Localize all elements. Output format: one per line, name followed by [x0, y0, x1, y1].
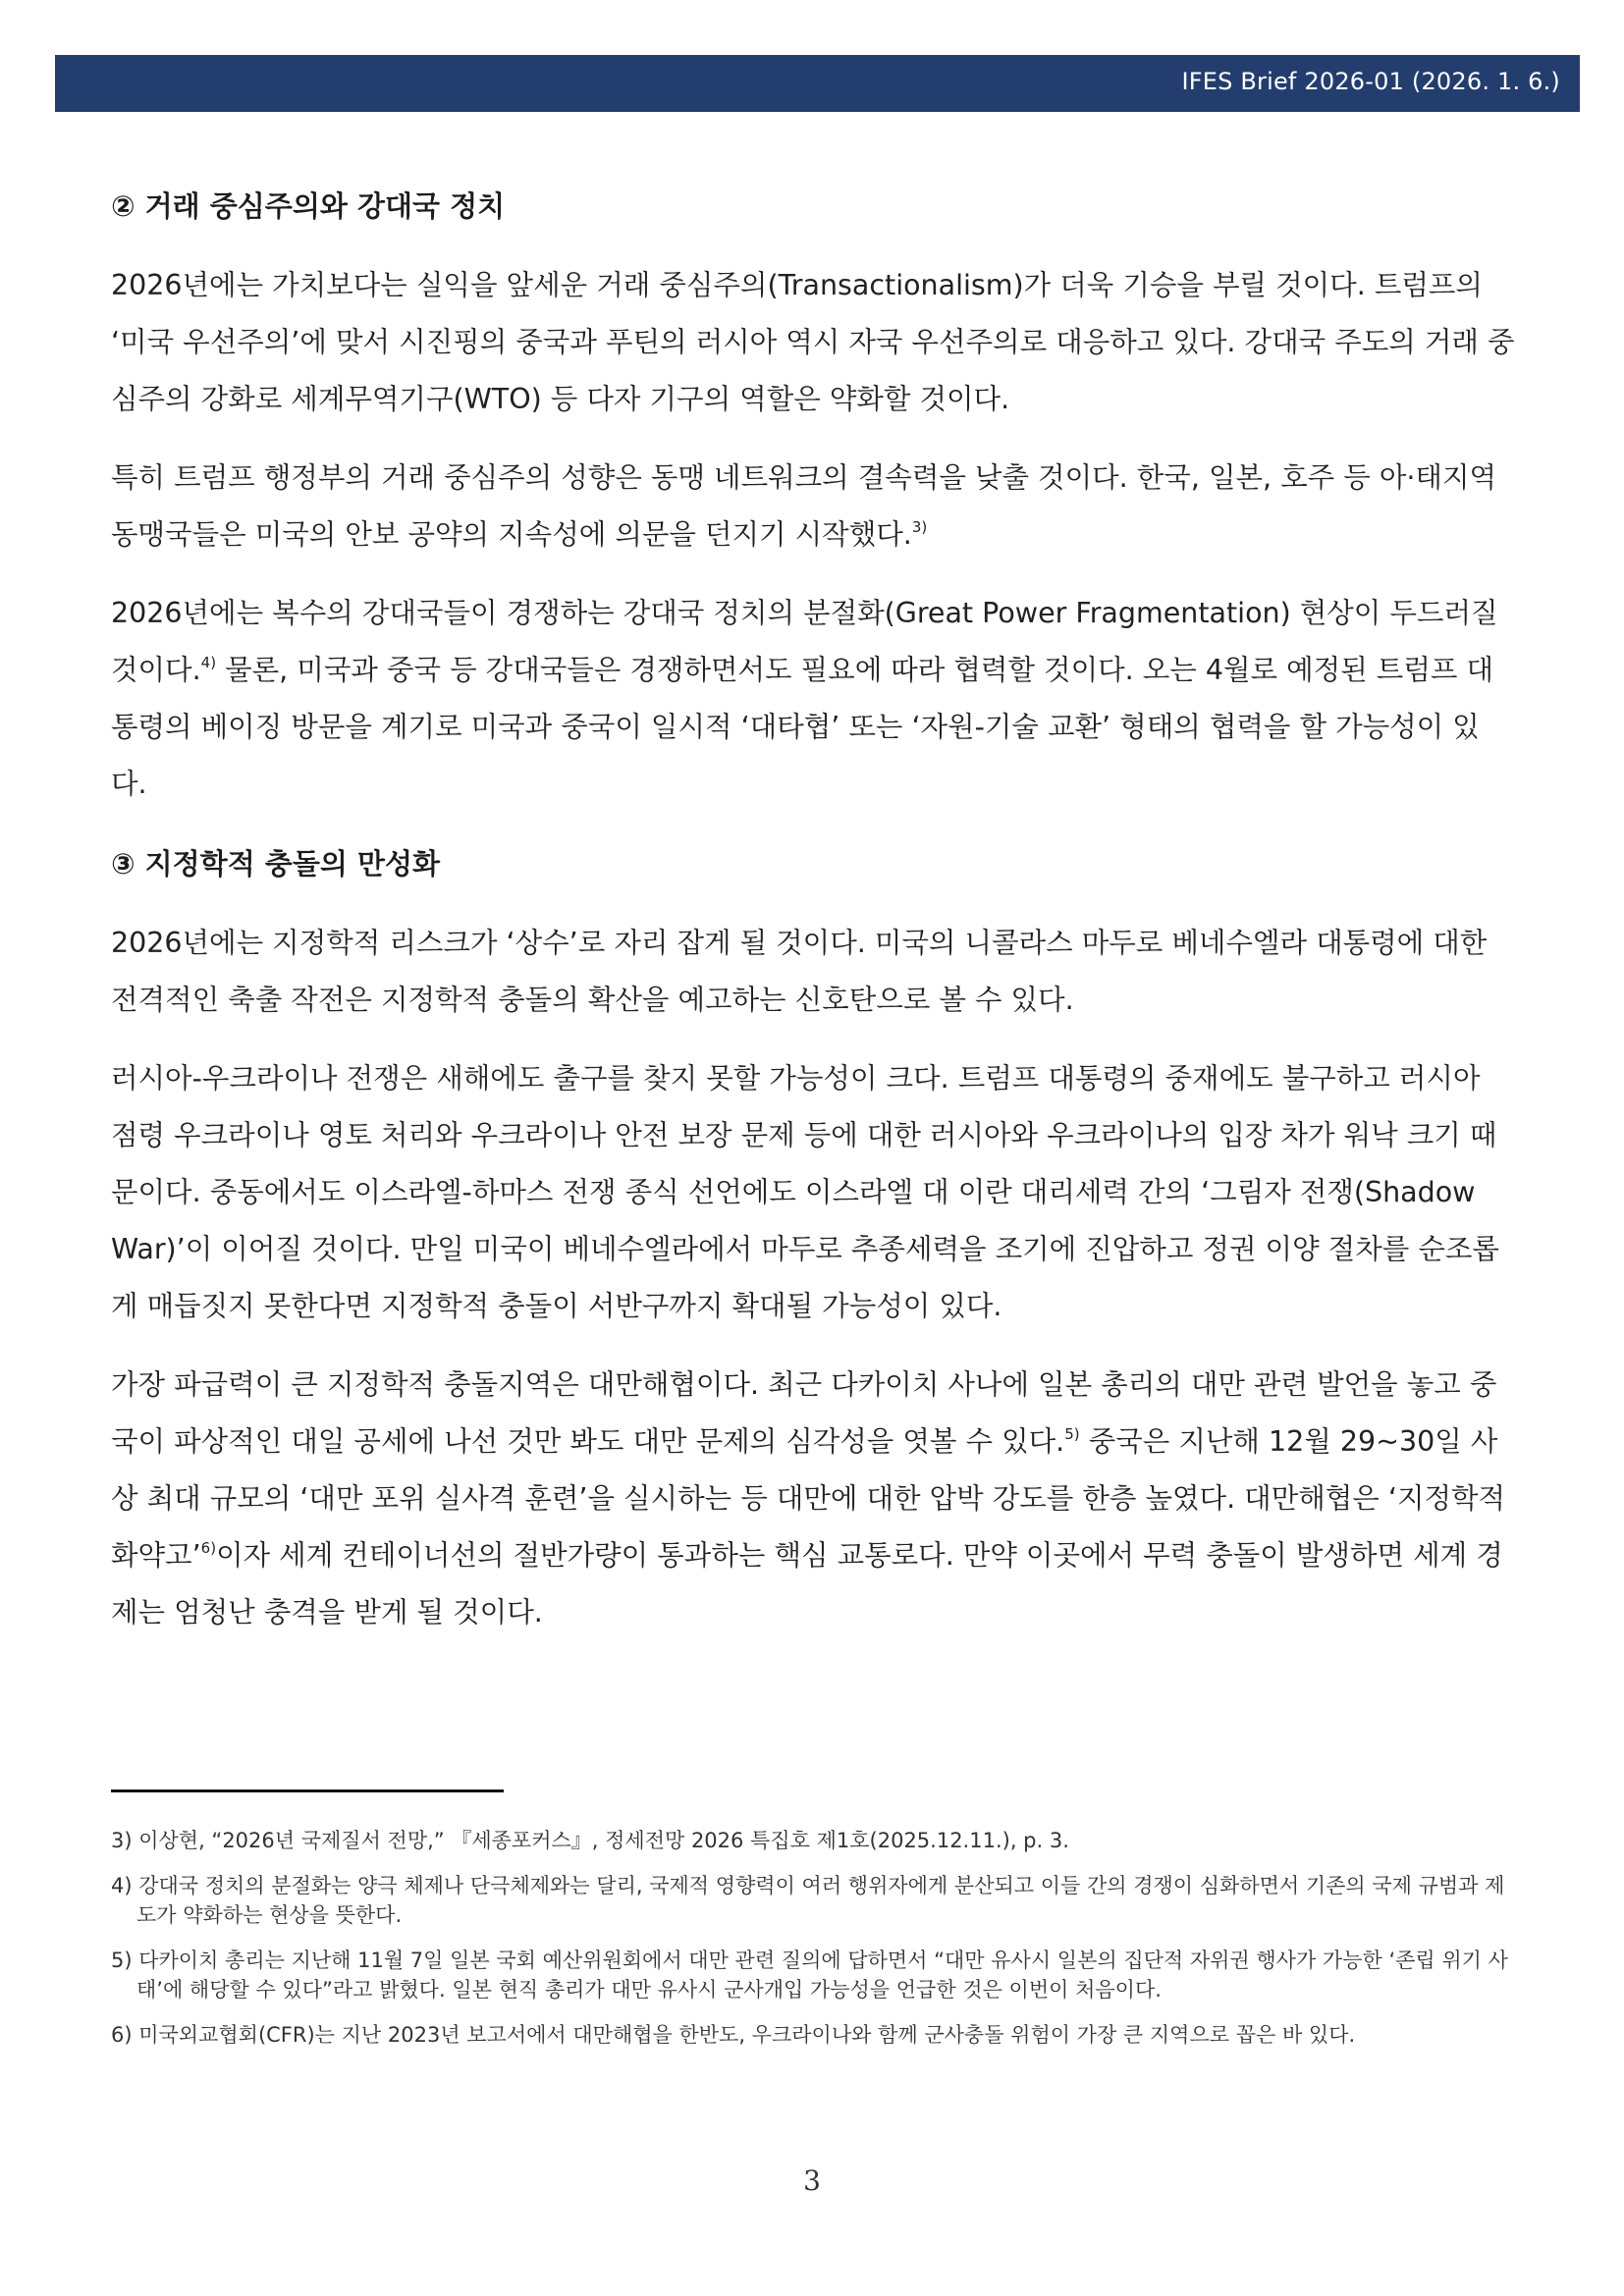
paragraph-text: 러시아-우크라이나 전쟁은 새해에도 출구를 찾지 못할 가능성이 크다. 트럼프 대통령의 중재에도 불구하고 러시아 점령 우크라이나 영토 처리와 우크라이나 안전 보장 문제 등에 대한 러시아와 우크라이나의 입장 차가 워낙 크기 때문이다. 중동에서도 이스라엘-하마스 전쟁 종식 선언에도 이스라엘 대 이란 대리세력 간의 ‘그림자 전쟁(Shadow War)’이 이어질 것이다. 만일 미국이 베네수엘라에서 마두로 추종세력을 조기에 진압하고 정권 이양 절차를 순조롭게 매듭짓지 못한다면 지정학적 충돌이 서반구까지 확대될 가능성이 있다.: [111, 1062, 1499, 1322]
paragraph: [111, 1357, 1515, 1641]
footnote-ref[interactable]: 4): [200, 654, 217, 671]
paragraph: [111, 1050, 1515, 1335]
paragraph-text: 특히 트럼프 행정부의 거래 중심주의 성향은 동맹 네트워크의 결속력을 낮출 것이다. 한국, 일본, 호주 등 아·태지역 동맹국들은 미국의 안보 공약의 지속성에 의문을 던지기 시작했다.: [111, 461, 1497, 551]
footnote: 6) 미국외교협회(CFR)는 지난 2023년 보고서에서 대만해협을 한반도, 우크라이나와 함께 군사충돌 위험이 가장 큰 지역으로 꼽은 바 있다.: [111, 2023, 1356, 2047]
paragraph-text: 이자 세계 컨테이너선의 절반가량이 통과하는 핵심 교통로다. 만약 이곳에서 무력 충돌이 발생하면 세계 경제는 엄청난 충격을 받게 될 것이다.: [111, 1539, 1503, 1629]
paragraph: [111, 450, 1515, 563]
footnotes: [111, 1826, 1521, 2065]
header-bar: [55, 55, 1580, 112]
footnote: 3) 이상현, “2026년 국제질서 전망,” 『세종포커스』, 정세전망 2026 특집호 제1호(2025.12.11.), p. 3.: [111, 1829, 1069, 1852]
paragraph-text: 2026년에는 지정학적 리스크가 ‘상수’로 자리 잡게 될 것이다. 미국의 니콜라스 마두로 베네수엘라 대통령에 대한 전격적인 축출 작전은 지정학적 충돌의 확산을 예고하는 신호탄으로 볼 수 있다.: [111, 927, 1488, 1016]
footnote: 5) 다카이치 총리는 지난해 11월 7일 일본 국회 예산위원회에서 대만 관련 질의에 답하면서 “대만 유사시 일본의 집단적 자위권 행사가 가능한 ‘존립 위기 사태’에 해당할 수 있다”라고 밝혔다. 일본 현직 총리가 대만 유사시 군사개입 가능성을 언급한 것은 이번이 처음이다.: [111, 1949, 1508, 2002]
paragraph: [111, 585, 1515, 813]
paragraph: [111, 257, 1515, 428]
paragraph-text: 2026년에는 복수의 강대국들이 경쟁하는 강대국 정치의 분절화(Great Power Fragmentation) 현상이 두드러질 것이다.: [111, 597, 1498, 686]
paragraph: [111, 915, 1515, 1029]
page-number: 3: [803, 2164, 821, 2197]
footnote-ref[interactable]: 6): [200, 1539, 217, 1557]
section-heading: ② 거래 중심주의와 강대국 정치: [111, 189, 506, 223]
section-heading: ③ 지정학적 충돌의 만성화: [111, 847, 440, 881]
paragraph-text: 중국은 지난해 12월 29~30일 사상 최대 규모의 ‘대만 포위 실사격 훈련’을 실시하는 등 대만에 대한 압박 강도를 한층 높였다. 대만해협은 ‘지정학적 화약고’: [111, 1425, 1506, 1572]
footnote-ref[interactable]: 3): [911, 518, 928, 536]
footnote: 4) 강대국 정치의 분절화는 양극 체제나 단극체제와는 달리, 국제적 영향력이 여러 행위자에게 분산되고 이들 간의 경쟁이 심화하면서 기존의 국제 규범과 제도가 약화하는 현상을 뜻한다.: [111, 1874, 1505, 1927]
footnote-divider: [111, 1789, 504, 1792]
brief-title: IFES Brief 2026-01 (2026. 1. 6.): [1181, 68, 1560, 95]
paragraph-text: 가장 파급력이 큰 지정학적 충돌지역은 대만해협이다. 최근 다카이치 사나에 일본 총리의 대만 관련 발언을 놓고 중국이 파상적인 대일 공세에 나선 것만 봐도 대만 문제의 심각성을 엿볼 수 있다.: [111, 1368, 1497, 1458]
paragraph-text: 2026년에는 가치보다는 실익을 앞세운 거래 중심주의(Transactionalism)가 더욱 기승을 부릴 것이다. 트럼프의 ‘미국 우선주의’에 맞서 시진핑의 중국과 푸틴의 러시아 역시 자국 우선주의로 대응하고 있다. 강대국 주도의 거래 중심주의 강화로 세계무역기구(WTO) 등 다자 기구의 역할은 약화할 것이다.: [111, 269, 1515, 415]
main-content: [111, 177, 1515, 1663]
paragraph-text: 물론, 미국과 중국 등 강대국들은 경쟁하면서도 필요에 따라 협력할 것이다. 오는 4월로 예정된 트럼프 대통령의 베이징 방문을 계기로 미국과 중국이 일시적 ‘대타협’ 또는 ‘자원-기술 교환’ 형태의 협력을 할 가능성이 있다.: [111, 654, 1493, 800]
footnote-ref[interactable]: 5): [1064, 1425, 1080, 1443]
